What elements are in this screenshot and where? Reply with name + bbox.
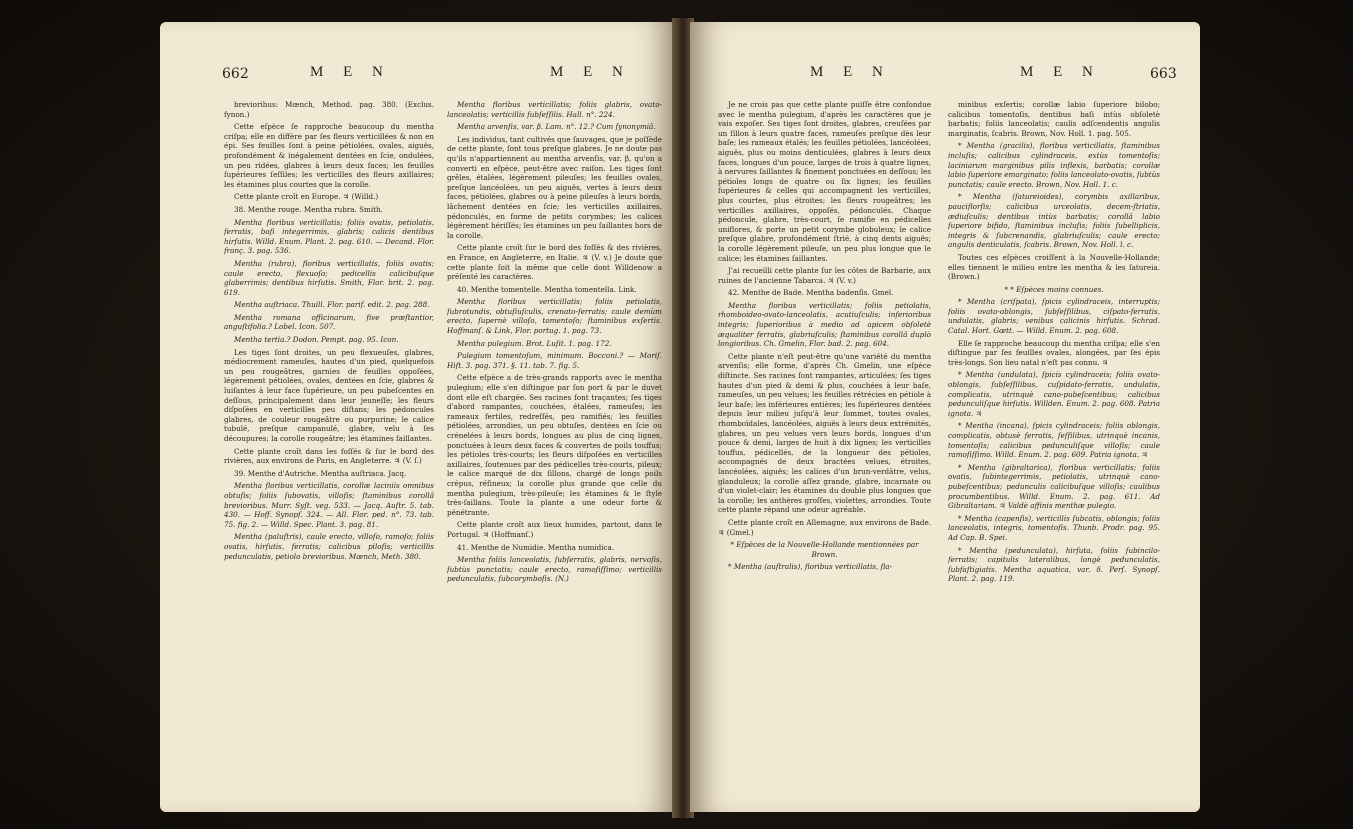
paragraph: Les individus, tant cultivés que ſauvages, que je poſſède de cette plante, ſont tous preſque glabres. Je ne doute pas qu'ils n'appartiennent au mentha arvenſis, var. β, qu'on a converti en eſpèce, peut-être avec raiſon. Les tiges ſont grêles, étalées, légèrement pileuſes; les feuilles ovales, preſque lancéolées, un peu aiguës, vertes à leurs deux faces, pétiolées, glabres ou à peine pileuſes à leurs bords, lâchement dentées en ſcie; les verticilles axillaires, pédonculés, en forme de petits corymbes; les calices légèrement hériſſés; les étamines un peu ſaillantes hors de la corolle. xyxy=(447,134,662,240)
paragraph: Cette plante croît en Allemagne, aux environs de Bade. ♃ (Gmel.) xyxy=(718,517,931,537)
paragraph: Cette plante croît en Europe. ♃ (Willd.) xyxy=(234,192,379,202)
paragraph: * Mentha (ſatureioides), corymbis axillaribus, pauciflorſis; calicibus urceolatis, decem-ſtriatis, ædiuſculis; dentibus intùs barbatis; corollâ labio ſuperiore bifido, ſtaminibus incluſis; foliis ſubelliplicis, integris & ſubcrenandis, glabriuſculis; caule erecto; angulis denticulatis, ſcabris. Brown, Nov. Holl. l. c. xyxy=(948,192,1160,250)
text-column xyxy=(948,100,1160,812)
paragraph: Je ne crois pas que cette plante puiſſe être confondue avec le mentha pulegium, d'après les caractères que je vais expoſer. Ses tiges ſont droites, glabres, creuſées par un ſillon à leurs quatre faces, rameuſes preſque dès leur baſe; les rameaux étalés; les feuilles pétiolées, lancéolées, aiguës, plus ou moins denticulées, glabres à leurs deux faces, longues d'un pouce, larges de trois à quatre lignes, à nervures ſaillantes & finement ponctuées en deſſous; les pétioles longs de quatre ou ſix lignes; les feuilles ſupérieures & celles qui accompagnent les verticilles, plus courtes, plus étroites; les fleurs rougeâtres; les verticilles axillaires, oppoſés, pédonculés. Chaque pédoncule, glabre, très-court, ſe ramifie en pédicelles uniflores, & porte un petit corymbe globuleux; le calice preſque glabre, profondément ſtrié, à cinq dents aiguës; la corolle légèrement pileuſe, un peu plus longue que le calice; les étamines ſaillantes. xyxy=(718,100,931,263)
right-page xyxy=(690,22,1200,812)
paragraph: Cette plante croît aux lieux humides, partout, dans le Portugal. ♃ (Hoffmanſ.) xyxy=(447,520,662,539)
paragraph: * Mentha (gracilis), floribus verticillatis, ſtaminibus incluſis; calicibus cylindraceis, extùs tomentoſis; laciniarum marginibus pilis inflexis, barbatis; corollæ labio ſuperiore emarginato; foliis lanceolato-ovatis, ſubtùs punctatis; caule erecto. Brown, Nov. Holl. 1. c. xyxy=(948,141,1160,189)
paragraph: * Mentha (gibraltarica), floribus verticillatis; foliis ovatis, ſubintegerrimis, petiolatis, utrinquè cano-pubeſcentibus; pedunculis calicibuſque villoſis; caulibus procumbentibus. Willd. Enum. 2. pag. 611. Ad Gibraltariam. ♃ Valdè affinis menthæ pulegio. xyxy=(948,462,1160,511)
paragraph: * Eſpèces de la Nouvelle-Hollande mentionnées par Brown. xyxy=(730,540,919,559)
paragraph: Mentha floribus verticillatis; foliis glabris, ovato-lanceolatis; verticillis ſubſeſſilis. Hall. n°. 224. xyxy=(447,100,662,119)
paragraph: 39. Menthe d'Autriche. Mentha auſtriaca. Jacq. xyxy=(234,468,407,478)
paragraph: Pulegium tomentoſum, minimum. Bocconi.? — Moriſ. Hiſt. 3. pag. 371. §. 11. tab. 7. fig. 5. xyxy=(447,351,662,370)
text-column xyxy=(447,100,662,812)
paragraph: Cette plante croît ſur le bord des foſſés & des rivières, en France, en Angleterre, en Italie. ♃ (V. v.) Je doute que cette plante ſoit la même que celle dont Willdenow a préſenté les caractères. xyxy=(447,243,662,282)
page-number: 663 xyxy=(1150,66,1177,82)
running-header: M E N xyxy=(550,64,631,80)
paragraph: Mentha arvenſis, var. β. Lam. n°. 12.? Cum ſynonymiâ. xyxy=(457,122,656,132)
paragraph: * * Eſpèces moins connues. xyxy=(1004,284,1104,294)
paragraph: Mentha auſtriaca. Thuill. Flor. parif. edit. 2. pag. 288. xyxy=(234,300,430,310)
paragraph: Toutes ces eſpèces croiſſent à la Nouvelle-Hollande; elles tiennent le milieu entre les mentha & les ſatureia. (Brown.) xyxy=(948,252,1160,282)
paragraph: Cette plante n'eſt peut-être qu'une variété du mentha arvenſis; elle forme, d'après Ch. Gmelin, une eſpèce diſtincte. Ses racines ſont rampantes, articulées; ſes tiges hautes d'un pied & demi & plus, couchées à leur baſe, rameuſes, un peu velues; les feuilles rétrécies en pétiole à leur baſe; les inférieures entières; les ſupérieures dentées depuis leur milieu juſqu'à leur ſommet, toutes ovales, rhomboïdales, lancéolées, aiguës à leurs deux extrémités, glabres, un peu velues vers leurs bords, longues d'un pouce & demi, larges de huit à dix lignes; les verticilles touffus, pédicellés, de la longueur des pétioles, accompagnés de deux bractées velues, étroites, lancéolées, aiguës; les calices d'un brun-verdâtre, velus, glanduleux; la corolle aſſez grande, glabre, incarnate ou d'un violet-clair; les étamines du double plus longues que la corolle; les anthères groſſes, violettes, arrondies. Toute cette plante répand une odeur agréable. xyxy=(718,351,931,515)
paragraph: 41. Menthe de Numidie. Mentha numidica. xyxy=(457,542,615,552)
left-page xyxy=(160,22,675,812)
paragraph: breviorihus: Mœnch, Method. pag. 380. (Exclus. fynon.) xyxy=(224,100,434,119)
paragraph: Mentha floribus verticillatis; foliis petiolatis, ſubrotundis, obtuſiuſculis, crenato-ferratis; caule demùm erecto, ſupernè villoſo, tomentoſo; ſtaminibus exſertis. Hoffmanſ. & Link, Flor. portug. 1. pag. 73. xyxy=(447,297,662,336)
paragraph: Mentha floribus verticillatis, corollæ laciniis omnibus obtuſis; foliis ſubovatis, villoſis; ſtaminibus corollâ brevioribus. Murr. Syſt. veg. 533. — Jacq. Auſtr. 5. tab. 430. — Hoff. Synopſ. 324. — All. Flor. ped. n°. 73. tab. 75. fig. 2. — Willd. Spec. Plant. 3. pag. 81. xyxy=(224,481,434,529)
paragraph: Cette eſpèce a de très-grands rapports avec le mentha pulegium; elle s'en diſtingue par ſon port & par le duvet dont elle eſt chargée. Ses racines ſont traçantes; ſes tiges d'abord rampantes, couchées, étalées, rameuſes; les rameaux fertiles, redreſſés, peu ramifiés; les feuilles pétiolées, arrondies, un peu obtuſes, dentées en ſcie ou crénelées à leurs bords, longues au plus de cinq lignes, ponctuées à leurs deux faces & couvertes de poils touffus; les pétioles très-courts; les fleurs diſpoſées en verticilles axillaires, ſoutenues par des pédicelles très-courts, pileux; le calice marqué de dix ſillons, chargé de longs poils crépus, réſineux; la corolle plus grande que celle du mentha pulegium, très-pileuſe; les étamines & le ſtyle très-ſaillans. Toute la plante a une odeur forte & pénétrante. xyxy=(447,373,662,517)
paragraph: minibus exſertis; corollæ labio ſuperiore bilobo; calicibus tomentoſis, dentibus baſi intùs obſoletè barbatis; foliis lanceolatis; caulis adſcendentis angulis marginatis, ſcabris. Brown, Nov. Holl. 1. pag. 505. xyxy=(948,100,1160,138)
text-column xyxy=(718,100,931,812)
running-header: M E N xyxy=(1020,64,1101,80)
paragraph: Mentha pulegium. Brot. Luſit. 1. pag. 172. xyxy=(457,338,612,348)
paragraph: Mentha romana officinarum, five præſtantior, anguſtifolia.? Lobel. Icon. 507. xyxy=(224,312,434,332)
paragraph: Elle ſe rapproche beaucoup du mentha criſpa; elle s'en diſtingue par ſes feuilles ovales, alongées, par ſes épis très-longs. Son lieu natal n'eſt pas connu. ♃ xyxy=(948,338,1160,367)
paragraph: * Mentha (incana), ſpicis cylindraceis; foliis oblongis, complicatis, obtusè ferratis, ſeſſilibus, utrinquè incanis, tomentoſis; calicibus pedunculiſque villoſis; caule ramoſiſſimo. Willd. Enum. 2. pag. 609. Patria ignota. ♃ xyxy=(948,421,1160,460)
paragraph: Mentha foliis lanceolatis, ſubſerratis, glabris, nervoſis, ſubtùs punctatis; caule erecto, ramoſiſſimo; verticillis pedunculatis, ſubcorymboſis. (N.) xyxy=(447,555,662,584)
paragraph: Mentha (rubra), floribus verticillatis, foliis ovatis; caule erecto, flexuoſo; pedicellis calicibuſque glaberrimis; dentibus hirſutis. Smith, Flor. brit. 2. pag. 619. xyxy=(224,258,434,297)
paragraph: * Mentha (criſpata), ſpicis cylindraceis, interruptis; foliis ovato-oblongis, ſubſeſſilibus, ciſpato-ferratis, undulatis, glabris; venibus calicinis hirſutis. Schrad. Catal. Hort. Gœtt. — Willd. Enum. 2. pag. 608. xyxy=(948,297,1160,336)
paragraph: * Mentha (undulata), ſpicis cylindraceis; foliis ovato-oblongis, ſubſeſſilibus, cuſpidato-ferratis, undulatis, complicatis, utrinquè cano-pubeſcentibus; calicibus pedunculiſque hirſutis. Willden. Enum. 2. pag. 608. Patria ignota. ♃ xyxy=(948,370,1160,418)
paragraph: Cette eſpèce ſe rapproche beaucoup du mentha criſpa; elle en diffère par ſes fleurs verticillées & non en épi. Ses feuilles ſont à peine pétiolées, ovales, aiguës, profondément & inégalement dentées en ſcie, ondulées, un peu ridées, glabres à leurs deux faces; les feuilles ſupérieures ſeſſiles; les verticilles des fleurs axillaires; les étamines plus courtes que la corolle. xyxy=(224,122,434,189)
paragraph: Mentha (paluſtris), caule erecto, villoſo, ramoſo; foliis ovatis, hirſutis, ferratis; calicibus piloſis; verticillis pedunculatis, petiolo brevioribus. Mœnch, Meth. 380. xyxy=(224,532,434,561)
paragraph: Cette plante croît dans les foſſés & ſur le bord des rivières, aux environs de Paris, en Angleterre. ♃ (V. ſ.) xyxy=(224,446,434,466)
paragraph: * Mentha (auſtralis), floribus verticillatis, fla- xyxy=(728,562,893,572)
paragraph: Mentha tertia.? Dodon. Pempt. pag. 95. Icon. xyxy=(234,335,399,345)
paragraph: J'ai recueilli cette plante ſur les côtes de Barbarie, aux ruines de l'ancienne Tabarca. ♃ (V. v.) xyxy=(718,266,931,285)
paragraph: 40. Menthe tomentelle. Mentha tomentella. Link. xyxy=(457,284,637,294)
paragraph: Mentha floribus verticillatis; foliis petiolatis, rhomboideo-ovato-lanceolatis, acutiuſculis; inferioribus integris; ſuperioribus à medio ad apicem obſoletè æqualiter ferratis, glabriuſculis; ſtaminibus corollâ duplò longioribus. Ch. Gmelin, Flor. bad. 2. pag. 604. xyxy=(718,300,931,349)
paragraph: Les tiges ſont droites, un peu flexueuſes, glabres, médiocrement rameuſes, hautes d'un pied, quelquefois un peu rougeâtres, garnies de feuilles oppoſées, légèrement pétiolées, ovales, dentées en ſcie, glabres & luiſantes à leur face ſupérieure, un peu pubeſcentes en deſſous, principalement dans leur jeuneſſe; les fleurs diſpoſées en verticilles peu diſtans; les pédoncules glabres, de couleur rougeâtre ou purpurine; le calice tubulé, preſque campanulé, glabre, velu à ſes découpures; la corolle rougeâtre; les étamines ſaillantes. xyxy=(224,347,434,443)
paragraph: * Mentha (capenſis), verticillis ſubcatis, oblongis; foliis lanceolatis, integris, tomentoſis. Thunb. Prodr. pag. 95. Ad Cap. B. Spei. xyxy=(948,513,1160,542)
page-number: 662 xyxy=(222,66,249,82)
paragraph: 38. Menthe rouge. Mentha rubra. Smith. xyxy=(234,204,383,214)
paragraph: 42. Menthe de Bade. Mentha badenſis. Gmel. xyxy=(728,288,894,298)
running-header: M E N xyxy=(310,64,391,80)
text-column xyxy=(224,100,434,812)
paragraph: Mentha floribus verticillatis; foliis ovatis, petiolatis, ferratis, baſi integerrimis, glabris; calicis dentibus hirſutis. Willd. Enum. Plant. 2. pag. 610. — Decand. Flor. franç. 3. pag. 536. xyxy=(224,217,434,256)
running-header: M E N xyxy=(810,64,891,80)
paragraph: * Mentha (pedunculata), hirſuta, foliis ſubincilo-ferratis; capitulis lateralibus, longè pedunculatis, ſubfaſtigiatis. Mentha aquatica, var. δ. Perſ. Synopſ. Plant. 2. pag. 119. xyxy=(948,545,1160,584)
